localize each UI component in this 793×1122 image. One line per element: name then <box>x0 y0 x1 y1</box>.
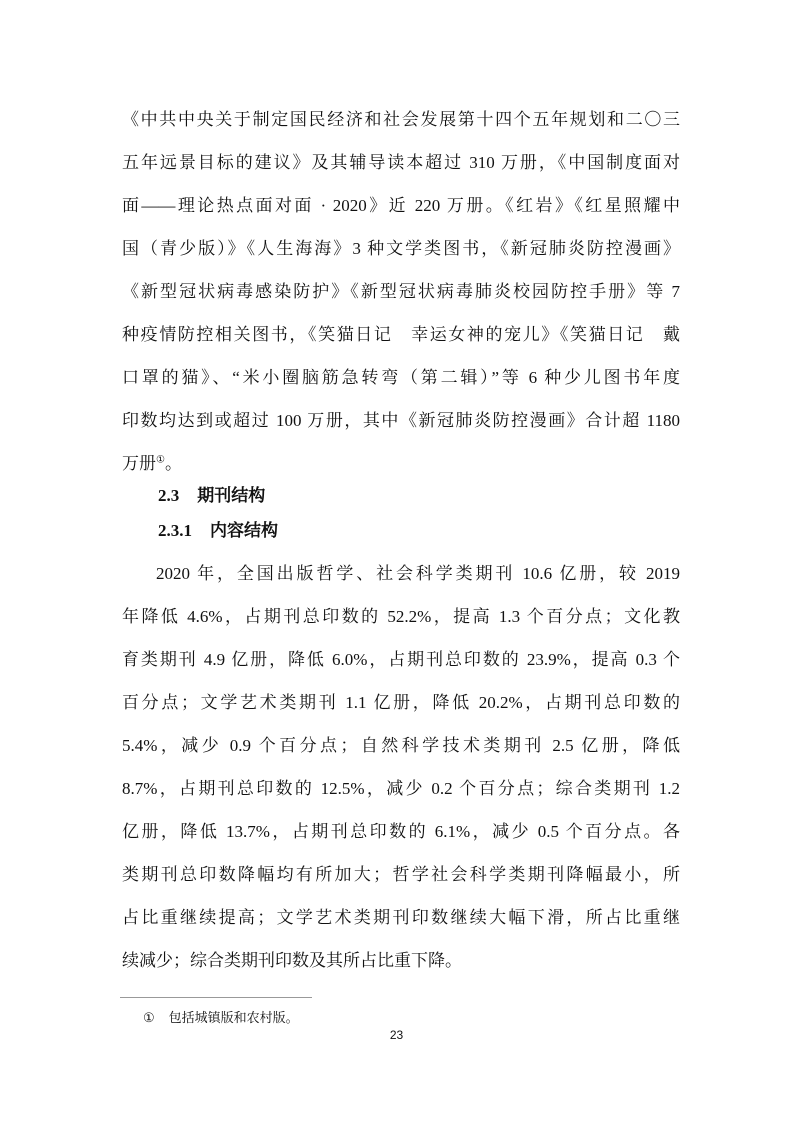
section-title: 期刊结构 <box>197 486 266 505</box>
footnote-marker: ① <box>143 1010 155 1025</box>
footnote <box>143 1009 299 1027</box>
body-text-line: 5.4%，减少 0.9 个百分点；自然科学技术类期刊 2.5 亿册，降低 <box>122 736 680 755</box>
body-text-line: 亿册，降低 13.7%，占期刊总印数的 6.1%，减少 0.5 个百分点。各 <box>122 822 680 841</box>
footnote-reference[interactable]: ① <box>156 454 165 466</box>
page-number: 23 <box>389 1028 404 1042</box>
body-text-line: 口罩的猫》、“米小圈脑筋急转弯（第二辑）”等 6 种少儿图书年度 <box>122 368 680 387</box>
body-text-line: 《中共中央关于制定国民经济和社会发展第十四个五年规划和二〇三 <box>122 110 680 129</box>
body-text-line: 占比重继续提高；文学艺术类期刊印数继续大幅下滑，所占比重继 <box>122 908 680 927</box>
body-text-line: 五年远景目标的建议》及其辅导读本超过 310 万册，《中国制度面对 <box>122 153 680 172</box>
section-heading <box>158 485 265 507</box>
body-text-line <box>122 453 680 475</box>
footnote-divider <box>120 997 312 998</box>
body-text-line: 印数均达到或超过 100 万册，其中《新冠肺炎防控漫画》合计超 1180 <box>122 411 680 430</box>
body-text-line: 种疫情防控相关图书，《笑猫日记 幸运女神的宠儿》《笑猫日记 戴 <box>122 325 680 344</box>
body-text-line: 年降低 4.6%，占期刊总印数的 52.2%，提高 1.3 个百分点；文化教 <box>122 607 680 626</box>
text: 万册 <box>122 454 156 473</box>
text: 。 <box>164 454 182 473</box>
subsection-title: 内容结构 <box>210 521 278 540</box>
body-text-line: 面——理论热点面对面 · 2020》近 220 万册。《红岩》《红星照耀中 <box>122 196 680 215</box>
footnote-text: 包括城镇版和农村版。 <box>168 1010 299 1025</box>
section-number: 2.3 <box>158 486 180 505</box>
body-text-line: 《新型冠状病毒感染防护》《新型冠状病毒肺炎校园防控手册》等 7 <box>122 282 680 301</box>
subsection-heading <box>158 520 278 542</box>
body-text-line: 8.7%，占期刊总印数的 12.5%，减少 0.2 个百分点；综合类期刊 1.2 <box>122 779 680 798</box>
body-text-line: 育类期刊 4.9 亿册，降低 6.0%，占期刊总印数的 23.9%，提高 0.3 个 <box>122 650 680 669</box>
body-text-line: 国（青少版）》《人生海海》3 种文学类图书，《新冠肺炎防控漫画》 <box>122 239 680 258</box>
body-text-line: 续减少；综合类期刊印数及其所占比重下降。 <box>122 951 462 970</box>
body-text-line: 百分点；文学艺术类期刊 1.1 亿册，降低 20.2%，占期刊总印数的 <box>122 693 680 712</box>
body-text-line: 类期刊总印数降幅均有所加大；哲学社会科学类期刊降幅最小，所 <box>122 865 680 884</box>
body-text-line: 2020 年，全国出版哲学、社会科学类期刊 10.6 亿册，较 2019 <box>156 564 680 583</box>
subsection-number: 2.3.1 <box>158 521 192 540</box>
